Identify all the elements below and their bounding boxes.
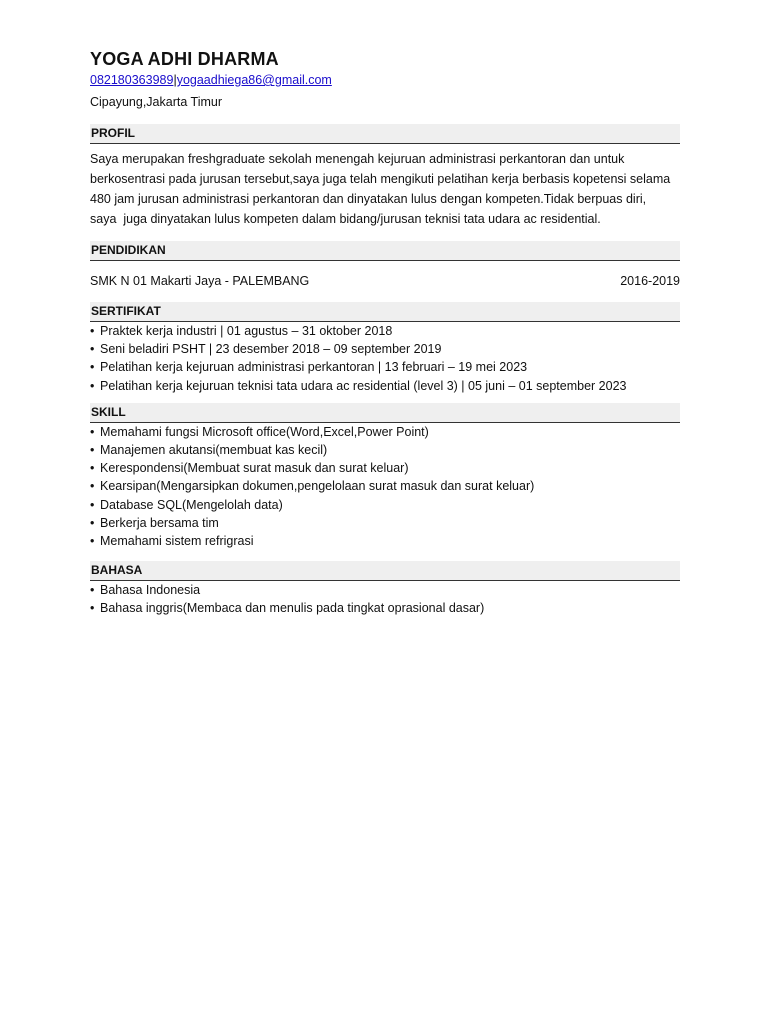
list-item (90, 441, 680, 459)
list-item (90, 423, 680, 441)
address: Cipayung,Jakarta Timur (90, 95, 223, 109)
language-text: Bahasa inggris(Membaca dan menulis pada tingkat oprasional dasar) (100, 601, 485, 616)
skill-text: Memahami fungsi Microsoft office(Word,Excel,Power Point) (100, 424, 429, 439)
section-heading-pendidikan: PENDIDIKAN (90, 241, 680, 261)
skill-list (90, 423, 680, 550)
section-heading-bahasa: BAHASA (90, 561, 680, 581)
bullet-icon: • (90, 461, 95, 476)
education-years: 2016-2019 (620, 274, 680, 288)
list-item (90, 477, 680, 495)
bullet-icon: • (90, 479, 95, 494)
list-item (90, 340, 680, 358)
school-name: SMK N 01 Makarti Jaya - PALEMBANG (90, 274, 310, 288)
certificate-list (90, 322, 680, 395)
bullet-icon: • (90, 443, 95, 458)
list-item (90, 377, 680, 395)
certificate-text: Praktek kerja industri | 01 agustus – 31 oktober 2018 (100, 324, 393, 338)
skill-text: Kerespondensi(Membuat surat masuk dan surat keluar) (100, 461, 409, 476)
section-heading-sertifikat: SERTIFIKAT (90, 302, 680, 322)
phone-link[interactable]: 082180363989 (90, 73, 174, 87)
list-item (90, 459, 680, 477)
skill-text: Database SQL(Mengelolah data) (100, 497, 283, 512)
bullet-icon: • (90, 601, 95, 616)
list-item (90, 514, 680, 532)
bullet-icon: • (90, 515, 95, 530)
bullet-icon: • (90, 342, 95, 357)
profil-paragraph (90, 149, 680, 229)
resume-content (90, 48, 680, 618)
email-link[interactable]: yogaadhiega86@gmail.com (176, 73, 332, 87)
skill-text: Manajemen akutansi(membuat kas kecil) (100, 443, 328, 458)
section-heading-profil: PROFIL (90, 124, 680, 144)
bullet-icon: • (90, 324, 95, 338)
bullet-icon: • (90, 534, 95, 549)
candidate-name: YOGA ADHI DHARMA (90, 49, 279, 69)
bullet-icon: • (90, 583, 95, 598)
skill-text: Memahami sistem refrigrasi (100, 534, 254, 549)
contact-line (90, 71, 680, 89)
skill-text: Berkerja bersama tim (100, 515, 219, 530)
list-item (90, 532, 680, 550)
language-text: Bahasa Indonesia (100, 583, 201, 598)
education-row (90, 272, 680, 290)
bullet-icon: • (90, 424, 95, 439)
skill-text: Kearsipan(Mengarsipkan dokumen,pengelolaan surat masuk dan surat keluar) (100, 479, 535, 494)
list-item (90, 358, 680, 376)
contact-separator: | (173, 73, 177, 87)
profil-line: Saya merupakan freshgraduate sekolah menengah kejuruan administrasi perkantoran dan untuk (90, 152, 625, 166)
list-item (90, 599, 680, 617)
profil-line: berkosentrasi pada jurusan tersebut,saya juga telah mengikuti pelatihan kerja berbasis kopetensi selama (90, 172, 671, 186)
list-item (90, 581, 680, 599)
profil-line: 480 jam jurusan administrasi perkantoran dan dinyatakan lulus dengan kompeten.Tidak berpuas diri, (90, 192, 647, 206)
bullet-icon: • (90, 360, 95, 375)
certificate-text: Pelatihan kerja kejuruan teknisi tata udara ac residential (level 3) | 05 juni – 01 september 2023 (100, 378, 627, 393)
section-heading-skill: SKILL (90, 403, 680, 423)
language-list (90, 581, 680, 617)
bullet-icon: • (90, 378, 95, 393)
list-item (90, 496, 680, 514)
list-item (90, 322, 680, 340)
bullet-icon: • (90, 497, 95, 512)
profil-line: saya juga dinyatakan lulus kompeten dalam bidang/jurusan teknisi tata udara ac residential. (90, 212, 601, 226)
certificate-text: Seni beladiri PSHT | 23 desember 2018 – 09 september 2019 (100, 342, 442, 357)
certificate-text: Pelatihan kerja kejuruan administrasi perkantoran | 13 februari – 19 mei 2023 (100, 360, 528, 375)
